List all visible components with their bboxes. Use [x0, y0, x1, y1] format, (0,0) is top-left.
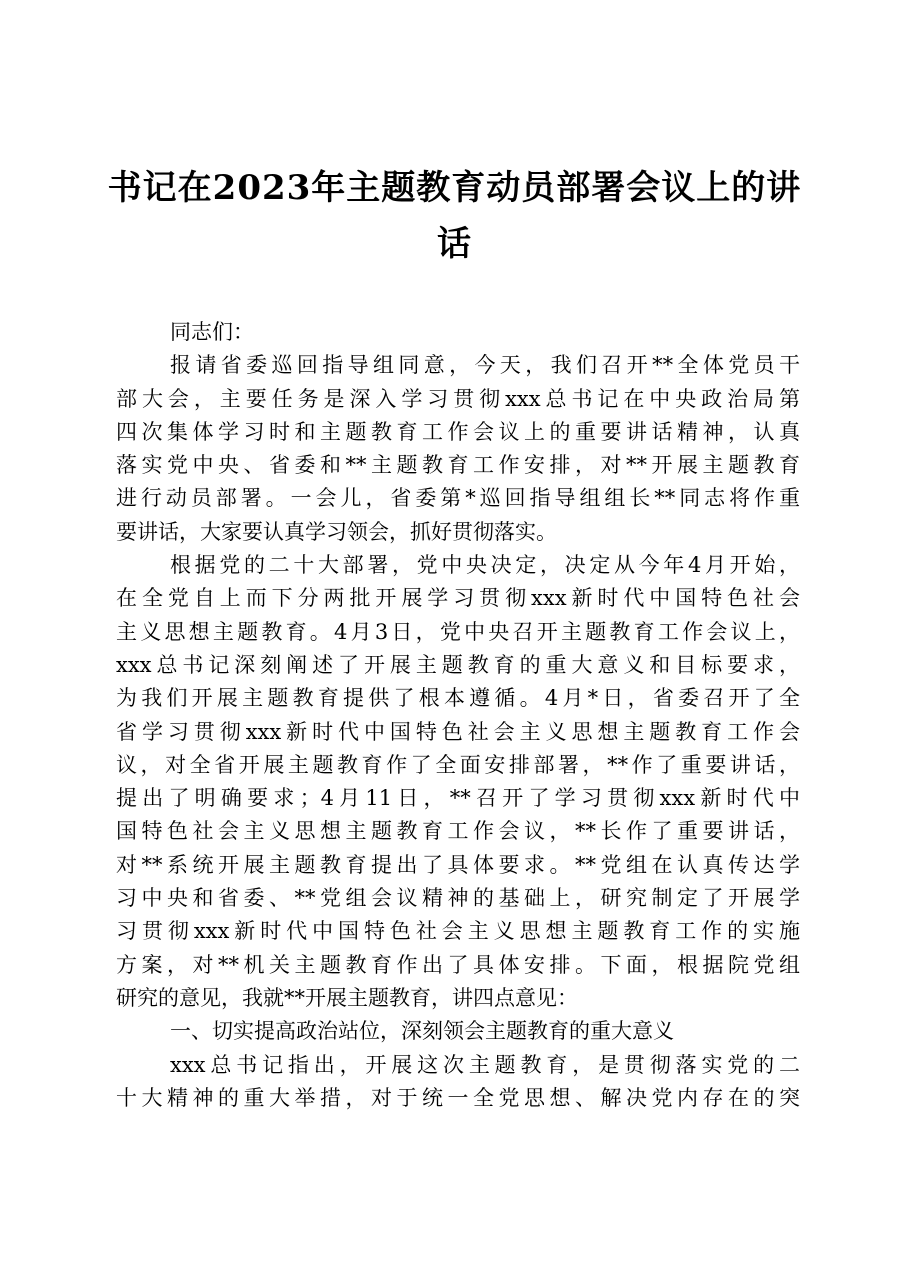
paragraph-line: 落实党中央、省委和**主题教育工作安排，对**开展主题教育 [116, 453, 800, 478]
paragraph-line: 进行动员部署。一会儿，省委第*巡回指导组组长**同志将作重 [116, 486, 800, 511]
paragraph-line: 提出了明确要求；4月11日，**召开了学习贯彻xxx新时代中 [116, 786, 800, 811]
paragraph-line: 在全党自上而下分两批开展学习贯彻xxx新时代中国特色社会 [116, 586, 800, 611]
paragraph-line: 报请省委巡回指导组同意，今天，我们召开**全体党员干 [170, 353, 800, 378]
paragraph-line: 四次集体学习时和主题教育工作会议上的重要讲话精神，认真 [116, 419, 800, 444]
paragraph-line: xxx总书记深刻阐述了开展主题教育的重大意义和目标要求， [116, 652, 800, 677]
paragraph-line: 主义思想主题教育。4月3日，党中央召开主题教育工作会议上， [116, 619, 800, 644]
paragraph-1 [116, 349, 800, 549]
section-heading: 一、切实提高政治站位，深刻领会主题教育的重大意义 [170, 1019, 674, 1044]
paragraph-line: 方案，对**机关主题教育作出了具体安排。下面，根据院党组 [116, 952, 800, 977]
paragraph-line: 习贯彻xxx新时代中国特色社会主义思想主题教育工作的实施 [116, 919, 800, 944]
paragraph-2 [116, 549, 800, 1015]
paragraph-line: 根据党的二十大部署，党中央决定，决定从今年4月开始， [170, 553, 800, 578]
paragraph-line: 国特色社会主义思想主题教育工作会议，**长作了重要讲话， [116, 819, 800, 844]
paragraph-line: xxx总书记指出，开展这次主题教育，是贯彻落实党的二 [170, 1052, 800, 1077]
salutation: 同志们： [170, 320, 254, 344]
paragraph-line: 对**系统开展主题教育提出了具体要求。**党组在认真传达学 [116, 852, 800, 877]
paragraph-line: 研究的意见，我就**开展主题教育，讲四点意见： [116, 985, 578, 1010]
title-line-2: 话 [437, 224, 472, 264]
paragraph-line: 部大会，主要任务是深入学习贯彻xxx总书记在中央政治局第 [116, 386, 800, 411]
paragraph-line: 十大精神的重大举措，对于统一全党思想、解决党内存在的突 [116, 1085, 800, 1110]
title-line-1: 书记在2023年主题教育动员部署会议上的讲 [107, 168, 802, 208]
paragraph-line: 议，对全省开展主题教育作了全面安排部署，**作了重要讲话， [116, 752, 800, 777]
paragraph-line: 为我们开展主题教育提供了根本遵循。4月*日，省委召开了全 [116, 686, 800, 711]
document-title [100, 160, 809, 272]
paragraph-line: 省学习贯彻xxx新时代中国特色社会主义思想主题教育工作会 [116, 719, 800, 744]
paragraph-line: 要讲话，大家要认真学习领会，抓好贯彻落实。 [116, 519, 557, 544]
document-body [116, 316, 800, 1115]
paragraph-3 [116, 1049, 800, 1116]
paragraph-line: 习中央和省委、**党组会议精神的基础上，研究制定了开展学 [116, 886, 800, 911]
